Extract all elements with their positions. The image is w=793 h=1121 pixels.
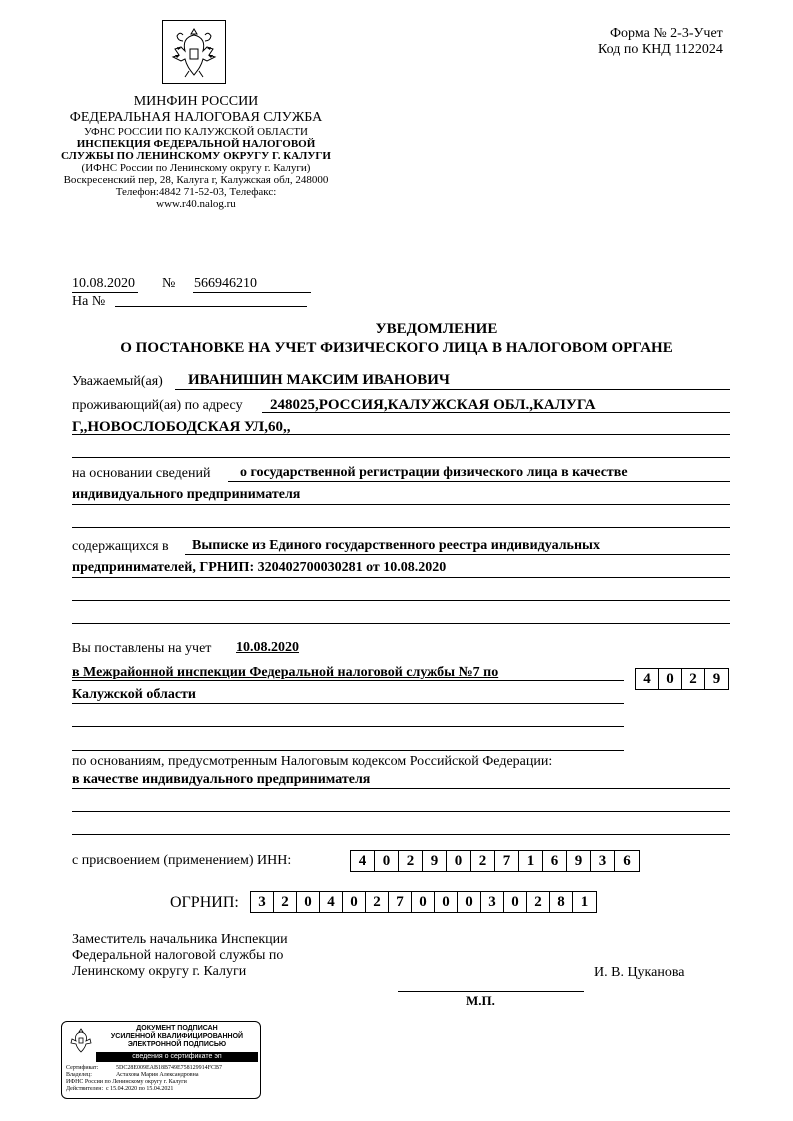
form-knd-code: Код по КНД 1122024 (598, 42, 723, 57)
ogrnip-digit: 0 (458, 892, 481, 912)
signatory-position (72, 932, 288, 980)
signatory-position-line-2: Федеральной налоговой службы по (72, 948, 284, 963)
ogrnip-digit: 2 (527, 892, 550, 912)
inspection-code-digit: 9 (712, 670, 721, 687)
notice-title (0, 320, 793, 358)
address-line-1: 248025,РОССИЯ,КАЛУЖСКАЯ ОБЛ.,КАЛУГА (270, 397, 596, 413)
ogrnip-digit: 0 (343, 892, 366, 912)
basis-line-1: о государственной регистрации физического лица в качестве (240, 465, 628, 480)
ogrnip-digit: 3 (251, 892, 274, 912)
ogrnip-digit: 2 (274, 892, 297, 912)
stamp-certificate-bar: сведения о сертификате эп (96, 1052, 258, 1062)
stamp-valid-label: Действителен: (66, 1086, 104, 1092)
authority-line-6: (ИФНС России по Ленинскому округу г. Калуги) (81, 162, 311, 174)
stamp-valid: с 15.04.2020 по 15.04.2021 (106, 1086, 174, 1092)
ogrnip-label: ОГРНИП: (170, 894, 239, 911)
address-line-2: Г,,НОВОСЛОБОДСКАЯ УЛ,60,, (72, 419, 291, 435)
stamp-title-2: УСИЛЕННОЙ КВАЛИФИЦИРОВАННОЙ (110, 1033, 244, 1040)
authority-line-2: ФЕДЕРАЛЬНАЯ НАЛОГОВАЯ СЛУЖБА (69, 110, 323, 125)
inn-digit: 3 (591, 851, 615, 871)
contained-label: содержащихся в (72, 539, 169, 554)
ogrnip-digit: 7 (389, 892, 412, 912)
inn-digit: 6 (543, 851, 567, 871)
notice-title-line-2: О ПОСТАНОВКЕ НА УЧЕТ ФИЗИЧЕСКОГО ЛИЦА В НАЛОГОВОМ ОРГАНЕ (120, 340, 673, 356)
ogrnip-digit: 2 (366, 892, 389, 912)
stamp-cert-label: Сертификат: (66, 1065, 99, 1071)
inn-digit: 0 (447, 851, 471, 871)
signatory-position-line-1: Заместитель начальника Инспекции (72, 932, 288, 947)
ogrnip-digit: 3 (481, 892, 504, 912)
reply-to-label: На № (72, 294, 106, 309)
authority-address: Воскресенский пер, 28, Калуга г, Калужская обл, 248000 (63, 174, 329, 186)
ogrnip-digit: 8 (550, 892, 573, 912)
inn-digit: 7 (495, 851, 519, 871)
ogrnip-digit: 0 (412, 892, 435, 912)
authority-website: www.r40.nalog.ru (156, 198, 236, 210)
authority-phone: Телефон:4842 71-52-03, Телефакс: (115, 186, 277, 198)
authority-header (46, 94, 346, 210)
ogrnip-digit: 0 (504, 892, 527, 912)
dear-label: Уважаемый(ая) (72, 374, 163, 389)
notice-title-line-1: УВЕДОМЛЕНИЕ (375, 321, 498, 337)
inspection-line-2: Калужской области (72, 687, 196, 702)
registered-date: 10.08.2020 (236, 640, 299, 655)
inspection-code-digit: 0 (659, 669, 682, 689)
coat-of-arms-icon (163, 21, 225, 83)
inn-digit: 9 (423, 851, 447, 871)
form-number: Форма № 2-3-Учет (610, 26, 723, 41)
stamp-owner: Астахова Мария Александровна (116, 1072, 199, 1078)
authority-line-1: МИНФИН РОССИИ (133, 94, 259, 109)
inn-cells (350, 850, 640, 872)
inspection-code-digit: 4 (636, 669, 659, 689)
stamp-title-1: ДОКУМЕНТ ПОДПИСАН (136, 1025, 218, 1032)
registered-label: Вы поставлены на учет (72, 641, 212, 656)
inn-digit: 9 (567, 851, 591, 871)
inn-digit: 2 (471, 851, 495, 871)
ogrnip-digit: 1 (580, 893, 589, 910)
ogrnip-digit: 4 (320, 892, 343, 912)
basis-label: на основании сведений (72, 466, 211, 481)
inn-digit: 0 (375, 851, 399, 871)
stamp-cert-serial: 5DC28E009EAB18B749E758129914FCB7 (116, 1065, 223, 1071)
taxpayer-name: ИВАНИШИН МАКСИМ ИВАНОВИЧ (188, 372, 450, 388)
inn-digit: 1 (519, 851, 543, 871)
address-label: проживающий(ая) по адресу (72, 398, 243, 413)
basis-line-2: индивидуального предпринимателя (72, 487, 301, 502)
stamp-owner-label: Владелец: (66, 1072, 92, 1078)
grounds-label: по основаниям, предусмотренным Налоговым кодексом Российской Федерации: (72, 754, 553, 769)
seal-place-label: М.П. (466, 993, 495, 1008)
authority-line-5: СЛУЖБЫ ПО ЛЕНИНСКОМУ ОКРУГУ Г. КАЛУГИ (61, 150, 331, 162)
document-number: 566946210 (194, 276, 257, 291)
inn-digit: 6 (623, 852, 631, 869)
stamp-org: ИФНС России по Ленинскому округу г. Калуги (66, 1079, 187, 1085)
inspection-code-digit: 2 (682, 669, 705, 689)
document-date: 10.08.2020 (72, 276, 135, 291)
authority-line-4: ИНСПЕКЦИЯ ФЕДЕРАЛЬНОЙ НАЛОГОВОЙ (76, 138, 316, 150)
signatory-position-line-3: Ленинскому округу г. Калуги (72, 964, 247, 979)
emblem-frame (162, 20, 226, 84)
document-number-label: № (162, 276, 176, 291)
stamp-title-3: ЭЛЕКТРОННОЙ ПОДПИСЬЮ (127, 1041, 227, 1048)
stamp-emblem-icon (66, 1025, 96, 1055)
signatory-name: И. В. Цуканова (594, 965, 685, 980)
contained-line-2: предпринимателей, ГРНИП: 320402700030281 от 10.08.2020 (72, 560, 447, 575)
inspection-code-cells (635, 668, 729, 690)
electronic-signature-stamp (61, 1021, 261, 1099)
inn-digit: 4 (351, 851, 375, 871)
inspection-line-1: в Межрайонной инспекции Федеральной налоговой службы №7 по (72, 665, 499, 680)
grounds-text: в качестве индивидуального предпринимателя (72, 772, 371, 787)
authority-line-3: УФНС РОССИИ ПО КАЛУЖСКОЙ ОБЛАСТИ (84, 126, 308, 138)
ogrnip-cells (250, 891, 597, 913)
ogrnip-digit: 0 (435, 892, 458, 912)
inn-label: с присвоением (применением) ИНН: (72, 853, 292, 868)
inn-digit: 2 (399, 851, 423, 871)
ogrnip-digit: 0 (297, 892, 320, 912)
contained-line-1: Выписке из Единого государственного реестра индивидуальных (192, 538, 600, 553)
